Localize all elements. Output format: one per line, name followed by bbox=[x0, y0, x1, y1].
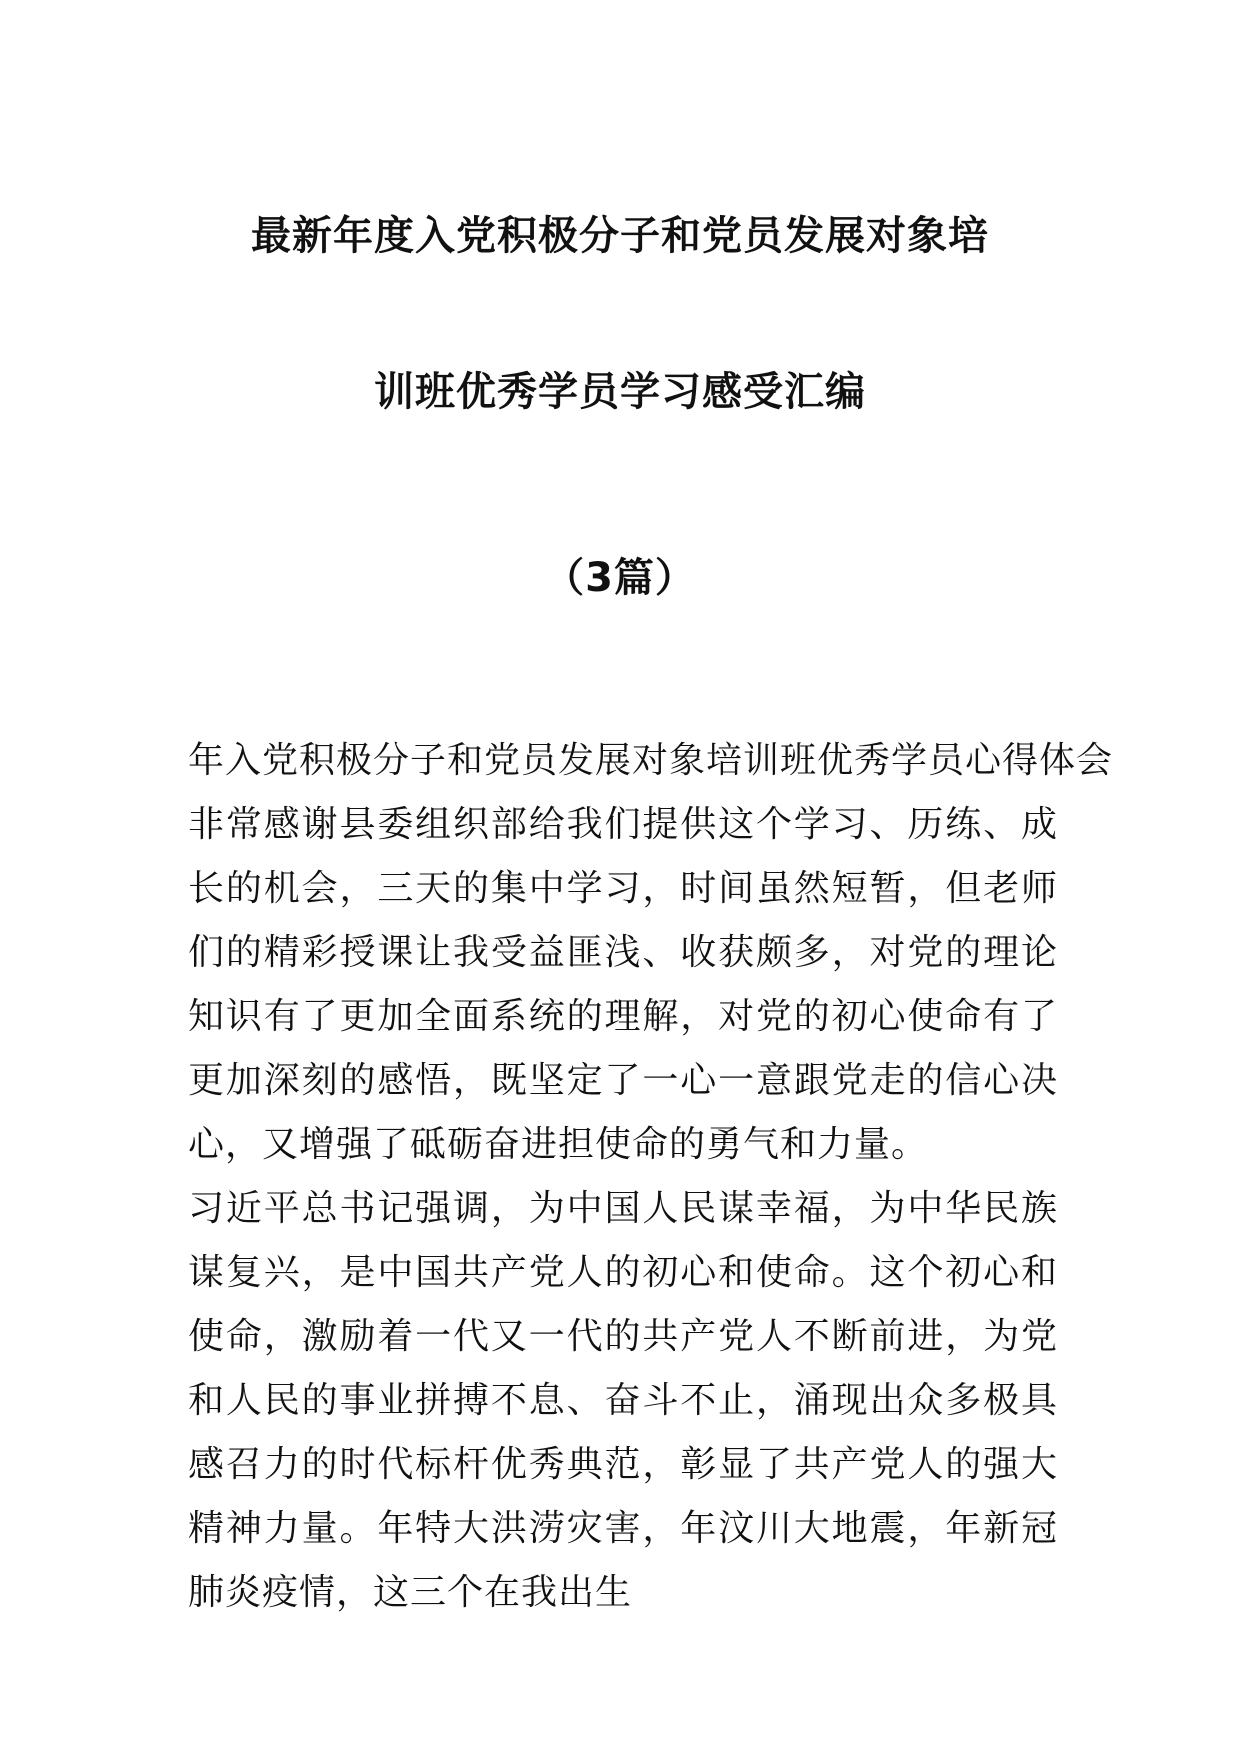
document-title-count: （3篇） bbox=[544, 555, 696, 601]
body-paragraph-1: 非常感谢县委组织部给我们提供这个学习、历练、成长的机会，三天的集中学习，时间虽然短暂，但老师们的精彩授课让我受益匪浅、收获颇多，对党的理论知识有了更加全面系统的理解，对党的初心使命有了更加深刻的感悟，既坚定了一心一意跟党走的信心决心，又增强了砥砺奋进担使命的勇气和力量。 bbox=[188, 804, 1058, 1165]
document-title-line-1: 最新年度入党积极分子和党员发展对象培 bbox=[251, 213, 989, 259]
body-paragraph-2: 习近平总书记强调，为中国人民谋幸福，为中华民族谋复兴，是中国共产党人的初心和使命。这个初心和使命，激励着一代又一代的共产党人不断前进，为党和人民的事业拼搏不息、奋斗不止，涌现出众多极具感召力的时代标杆优秀典范，彰显了共产党人的强大精神力量。年特大洪涝灾害，年汶川大地震，年新冠肺炎疫情，这三个在我出生 bbox=[188, 1188, 1058, 1613]
document-title-line-2: 训班优秀学员学习感受汇编 bbox=[374, 369, 866, 415]
section-heading: 年入党积极分子和党员发展对象培训班优秀学员心得体会 bbox=[188, 740, 1114, 781]
